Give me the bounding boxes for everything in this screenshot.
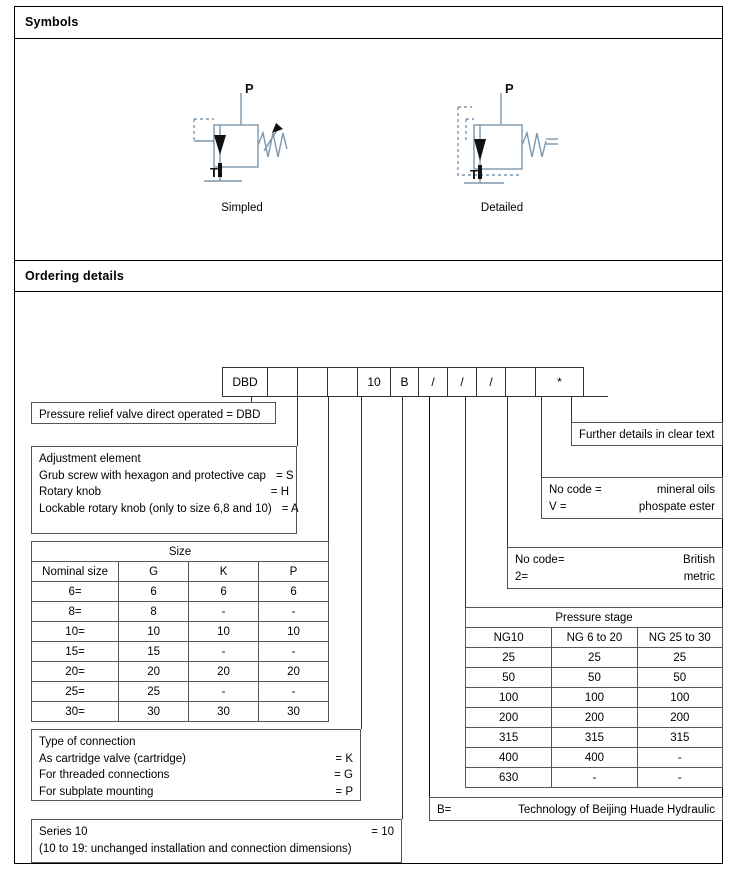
box-series: [31, 819, 402, 863]
order-code-cell-size[interactable]: [298, 368, 328, 396]
ordering-title: Ordering details: [25, 269, 125, 283]
table-row: [466, 708, 723, 728]
table-pressure-cell: 200: [637, 708, 722, 728]
table-size-cell: -: [189, 642, 259, 662]
table-size-cell: 20=: [32, 662, 119, 682]
symbol-simplified: [182, 79, 302, 214]
table-row: [466, 608, 723, 628]
table-size-header: Nominal size: [32, 562, 119, 582]
table-size-cell: 20: [119, 662, 189, 682]
box-connection-title: Type of connection: [39, 736, 136, 748]
table-row: [32, 702, 329, 722]
table-size-cell: 15=: [32, 642, 119, 662]
box-connection-value: = G: [334, 769, 353, 781]
box-adjustment-label: Lockable rotary knob (only to size 6,8 and 10): [39, 502, 272, 515]
table-size-cell: 6: [259, 582, 329, 602]
table-row: [32, 662, 329, 682]
box-fluid-row: [549, 499, 715, 516]
table-row: [32, 602, 329, 622]
table-size-cell: 30=: [32, 702, 119, 722]
table-pressure-header: NG 25 to 30: [637, 628, 722, 648]
box-adjustment-value: = S: [275, 469, 294, 482]
table-row: [32, 582, 329, 602]
leader-line-pressure: [465, 397, 466, 607]
table-pressure-cell: 315: [552, 728, 637, 748]
table-pressure-cell: 315: [466, 728, 552, 748]
box-series-label: Series 10: [39, 826, 88, 838]
table-pressure-cell: 25: [466, 648, 552, 668]
table-row: [466, 628, 723, 648]
port-label-t: T: [470, 167, 478, 182]
table-size-cell: 10=: [32, 622, 119, 642]
box-connection-row: [39, 751, 353, 768]
symbol-detailed: [442, 79, 562, 214]
table-pressure-cell: 50: [466, 668, 552, 688]
box-connection-label: For subplate mounting: [39, 785, 154, 798]
box-fluid-value: phospate ester: [638, 500, 715, 513]
box-fluid-label: No code =: [549, 484, 602, 496]
table-size-cell: 6: [119, 582, 189, 602]
table-pressure-cell: -: [552, 768, 637, 788]
leader-line-further: [571, 397, 572, 422]
table-size-cell: -: [189, 602, 259, 622]
table-size-header: K: [189, 562, 259, 582]
table-pressure-header: NG 6 to 20: [552, 628, 637, 648]
order-code-cell-sep-3: /: [477, 368, 506, 396]
table-pressure-cell: 50: [552, 668, 637, 688]
order-code-cell-adjustment[interactable]: [268, 368, 298, 396]
leader-line-size: [328, 397, 329, 541]
box-adjustment-row: [39, 468, 294, 485]
table-row: [32, 562, 329, 582]
box-series-note: (10 to 19: unchanged installation and connection dimensions): [39, 842, 352, 855]
leader-line-adjustment: [297, 397, 298, 446]
table-row: [466, 748, 723, 768]
leader-line-series: [402, 397, 403, 819]
section-header-symbols: [15, 7, 722, 39]
sheet-frame: [14, 6, 723, 864]
table-pressure-cell: 25: [637, 648, 722, 668]
table-row: [466, 668, 723, 688]
table-pressure-cell: 200: [552, 708, 637, 728]
table-size-cell: -: [259, 642, 329, 662]
table-pressure-cell: 400: [552, 748, 637, 768]
table-size-cell: -: [259, 602, 329, 622]
box-series-value: = 10: [371, 826, 394, 838]
table-size-header: G: [119, 562, 189, 582]
box-connection-value: = P: [335, 785, 353, 798]
table-size-cell: -: [189, 682, 259, 702]
table-size-cell: 25: [119, 682, 189, 702]
box-connection-label: For threaded connections: [39, 769, 170, 781]
box-connection-row: [39, 767, 353, 784]
table-size-cell: 6: [189, 582, 259, 602]
table-size-cell: 20: [259, 662, 329, 682]
table-pressure-cell: 630: [466, 768, 552, 788]
order-code-cell-fluid[interactable]: [506, 368, 536, 396]
table-size-cell: 15: [119, 642, 189, 662]
table-size-cell: 10: [259, 622, 329, 642]
leader-line-thread: [507, 397, 508, 547]
table-size: [31, 541, 329, 722]
leader-line-connection: [361, 397, 362, 729]
table-size-cell: 8=: [32, 602, 119, 622]
order-code-cell-further[interactable]: *: [557, 375, 562, 389]
table-pressure-cell: 400: [466, 748, 552, 768]
port-label-t: T: [210, 165, 218, 180]
order-code-cell-sep-1: /: [419, 368, 448, 396]
order-code-row: [222, 367, 584, 397]
box-type-of-connection: [31, 729, 361, 801]
order-code-cell-technology[interactable]: B: [391, 368, 419, 396]
box-connection-row: [39, 784, 353, 801]
table-pressure-cell: 100: [466, 688, 552, 708]
table-size-cell: 10: [189, 622, 259, 642]
order-code-rail: [222, 396, 608, 397]
table-pressure-cell: 315: [637, 728, 722, 748]
table-pressure-cell: 200: [466, 708, 552, 728]
box-thread-standard: [507, 547, 723, 589]
box-adjustment-row: [39, 484, 289, 501]
table-pressure-cell: 50: [637, 668, 722, 688]
table-size-cell: 30: [119, 702, 189, 722]
order-code-cell-series[interactable]: 10: [358, 368, 391, 396]
table-row: [466, 688, 723, 708]
table-size-title: Size: [32, 542, 329, 562]
table-row: [466, 728, 723, 748]
table-row: [466, 768, 723, 788]
table-size-header: P: [259, 562, 329, 582]
table-size-cell: 25=: [32, 682, 119, 702]
table-pressure-cell: 25: [552, 648, 637, 668]
order-code-cell-type[interactable]: DBD: [223, 368, 268, 396]
table-pressure-cell: -: [637, 768, 722, 788]
port-label-p: P: [245, 81, 254, 96]
box-adjustment-label: Grub screw with hexagon and protective cap: [39, 469, 266, 482]
table-size-cell: 6=: [32, 582, 119, 602]
box-technology: [429, 797, 723, 821]
box-thread-value: British: [683, 554, 715, 566]
symbol-caption-detailed: Detailed: [480, 202, 524, 214]
box-technology-value: Technology of Beijing Huade Hydraulic: [518, 804, 715, 816]
table-pressure-cell: 100: [637, 688, 722, 708]
table-pressure-title: Pressure stage: [466, 608, 723, 628]
box-technology-label: B=: [437, 804, 452, 816]
box-connection-value: = K: [335, 752, 353, 765]
table-size-cell: 30: [189, 702, 259, 722]
box-adjustment-label: Rotary knob: [39, 486, 102, 498]
order-code-cell-connection[interactable]: [328, 368, 358, 396]
leader-line-technology: [429, 397, 430, 797]
box-valve-type: [31, 402, 276, 424]
table-size-cell: 30: [259, 702, 329, 722]
box-adjustment-element: [31, 446, 297, 534]
box-connection-label: As cartridge valve (cartridge): [39, 752, 186, 765]
box-thread-value: metric: [683, 570, 715, 583]
box-hydraulic-fluid: [541, 477, 723, 519]
box-fluid-label: V =: [549, 500, 567, 513]
table-row: [466, 648, 723, 668]
box-technology-row: [437, 802, 715, 819]
table-row: [32, 542, 329, 562]
box-thread-label: 2=: [515, 570, 529, 583]
section-header-ordering-details: [15, 260, 722, 292]
box-valve-type-text: Pressure relief valve direct operated = DBD: [39, 409, 261, 421]
order-code-cell-sep-2: /: [448, 368, 477, 396]
box-adjustment-value: = H: [270, 486, 289, 498]
table-pressure-cell: 100: [552, 688, 637, 708]
valve-symbol-detailed-icon: [442, 79, 562, 191]
box-adjustment-value: = A: [281, 502, 299, 515]
table-pressure-header: NG10: [466, 628, 552, 648]
box-thread-row: [515, 552, 715, 569]
box-series-row: [39, 824, 394, 841]
table-size-cell: 10: [119, 622, 189, 642]
box-fluid-row: [549, 482, 715, 499]
box-further-details-text: Further details in clear text: [579, 429, 715, 441]
box-thread-row: [515, 569, 715, 586]
table-row: [32, 682, 329, 702]
table-size-cell: 20: [189, 662, 259, 682]
box-thread-label: No code=: [515, 554, 565, 566]
port-label-p: P: [505, 81, 514, 96]
table-pressure-cell: -: [637, 748, 722, 768]
table-row: [32, 622, 329, 642]
box-adjustment-row: [39, 501, 299, 518]
table-row: [32, 642, 329, 662]
valve-symbol-simplified-icon: [182, 79, 302, 191]
symbol-caption-simplified: Simpled: [221, 202, 263, 214]
box-further-details: [571, 422, 723, 446]
table-size-cell: -: [259, 682, 329, 702]
box-fluid-value: mineral oils: [656, 484, 715, 496]
symbols-title: Symbols: [25, 15, 79, 29]
box-adjustment-title: Adjustment element: [39, 453, 141, 465]
leader-line-fluid: [541, 397, 542, 477]
table-pressure-stage: [465, 607, 723, 788]
table-size-cell: 8: [119, 602, 189, 622]
